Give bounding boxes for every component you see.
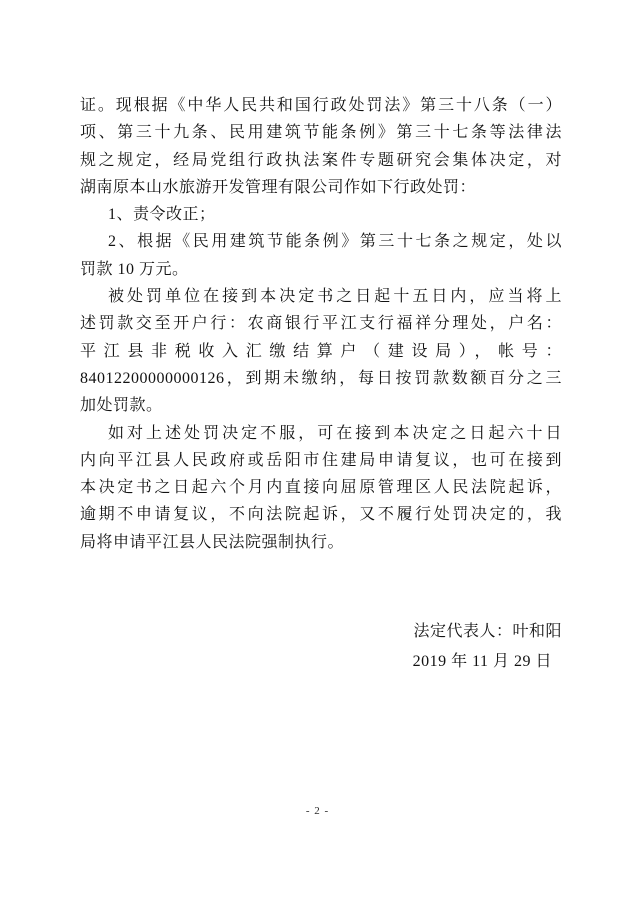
para-legal-basis — [80, 92, 562, 201]
document-body — [80, 92, 562, 556]
page-number: - 2 - — [305, 805, 330, 817]
signature-block — [413, 617, 562, 677]
text-line: 如对上述处罚决定不服，可在接到本决定之日起六十日 — [108, 424, 562, 442]
para-appeal-rights — [80, 420, 562, 556]
text-line: 2、根据《民用建筑节能条例》第三十七条之规定，处以 — [108, 233, 562, 251]
text-line: 84012200000000126，到期未缴纳，每日按罚款数额百分之三 — [80, 369, 562, 387]
text-line: 证。现根据《中华人民共和国行政处罚法》第三十八条（一） — [80, 97, 562, 114]
text-line: 规之规定，经局党组行政执法案件专题研究会集体决定，对 — [80, 151, 562, 169]
text-line: 被处罚单位在接到本决定书之日起十五日内，应当将上 — [108, 288, 562, 306]
text-line: 加处罚款。 — [80, 397, 163, 415]
text-line: 逾期不申请复议，不向法院起诉，又不履行处罚决定的，我 — [80, 506, 562, 524]
para-payment-instructions — [80, 283, 562, 419]
text-line: 湖南原本山水旅游开发管理有限公司作如下行政处罚： — [80, 178, 477, 196]
penalty-item-1 — [80, 201, 562, 228]
text-line: 局将申请平江县人民法院强制执行。 — [80, 533, 345, 551]
penalty-item-2 — [80, 228, 562, 283]
signature-date-line: 2019 年 11 月 29 日 — [412, 653, 552, 670]
text-line: 述罚款交至开户行：农商银行平江支行福祥分理处，户名： — [80, 315, 562, 333]
text-line: 1、责令改正； — [108, 206, 216, 224]
legal-representative-line: 法定代表人：叶和阳 — [413, 623, 562, 640]
page-footer — [0, 805, 635, 817]
text-line: 本决定书之日起六个月内直接向屈原管理区人民法院起诉， — [80, 479, 562, 497]
text-line: 罚款 10 万元。 — [80, 260, 189, 278]
text-line: 内向平江县人民政府或岳阳市住建局申请复议，也可在接到 — [80, 451, 562, 469]
text-line: 项、第三十九条、民用建筑节能条例》第三十七条等法律法 — [80, 124, 562, 142]
text-line: 平江县非税收入汇缴结算户（建设局），帐号： — [80, 342, 562, 360]
